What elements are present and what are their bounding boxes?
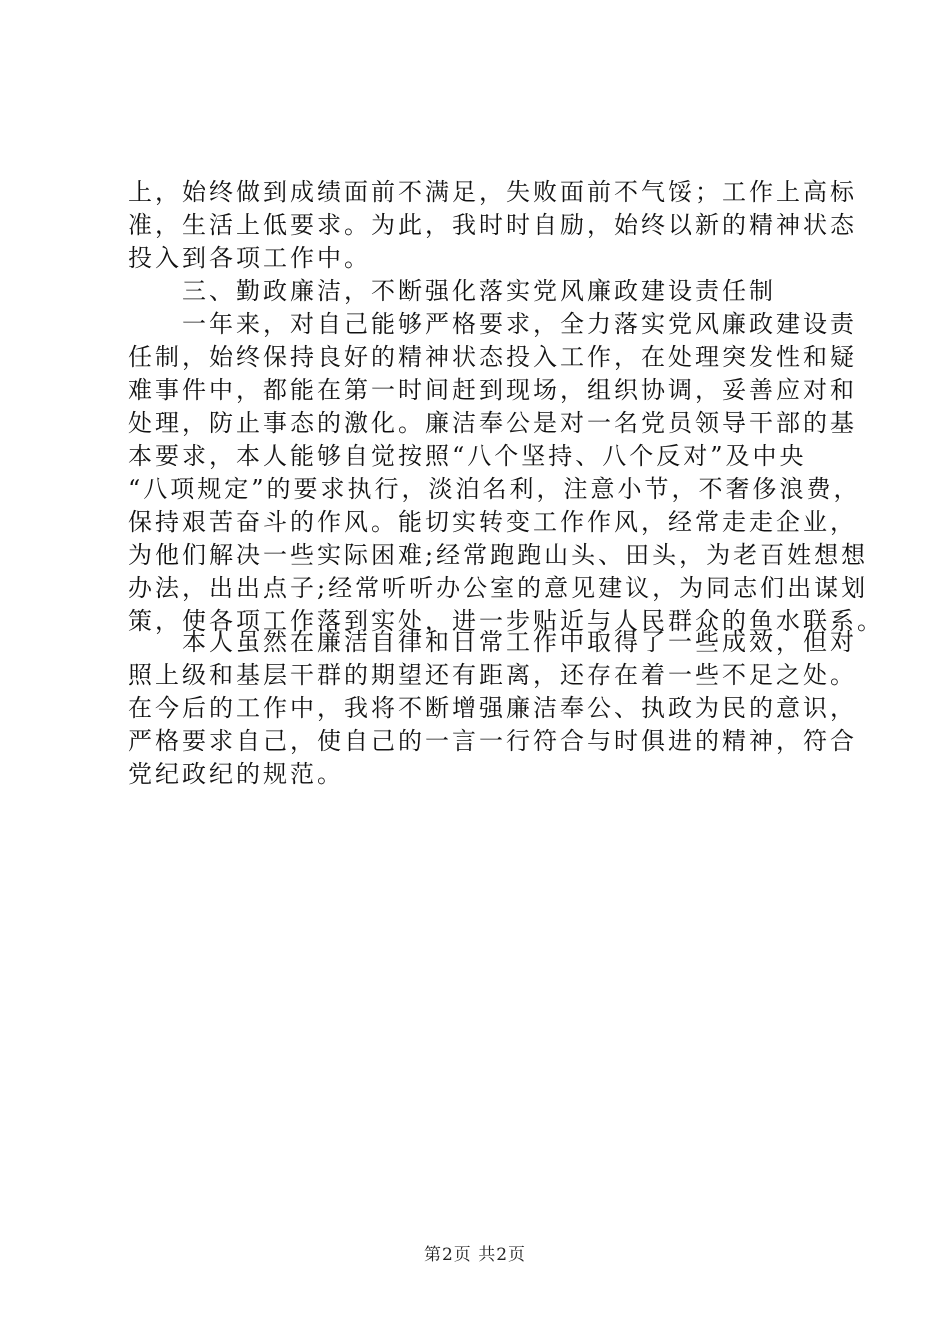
text-line: 在今后的工作中，我将不断增强廉洁奉公、执政为民的意识， bbox=[128, 694, 857, 722]
text-line: 难事件中，都能在第一时间赶到现场，组织协调，妥善应对和 bbox=[128, 376, 857, 404]
page-number-footer: 第2页 共2页 bbox=[423, 1245, 527, 1265]
text-line: 策，使各项工作落到实处，进一步贴近与人民群众的鱼水联系。 bbox=[128, 607, 884, 635]
text-line: 为他们解决一些实际困难;经常跑跑山头、田头，为老百姓想想 bbox=[128, 541, 869, 569]
text-line: 照上级和基层干群的期望还有距离，还存在着一些不足之处。 bbox=[128, 661, 857, 689]
text-line: 保持艰苦奋斗的作风。能切实转变工作作风，经常走走企业， bbox=[128, 508, 857, 536]
text-line: 投入到各项工作中。 bbox=[128, 244, 371, 272]
text-line: 本人虽然在廉洁自律和日常工作中取得了一些成效，但对 bbox=[128, 628, 857, 656]
text-line: 一年来，对自己能够严格要求，全力落实党风廉政建设责 bbox=[128, 310, 857, 338]
text-line: 处理，防止事态的激化。廉洁奉公是对一名党员领导干部的基 bbox=[128, 409, 857, 437]
text-line: 准，生活上低要求。为此，我时时自励，始终以新的精神状态 bbox=[128, 211, 857, 239]
section-heading: 三、勤政廉洁，不断强化落实党风廉政建设责任制 bbox=[128, 277, 776, 305]
text-line: 党纪政纪的规范。 bbox=[128, 760, 344, 788]
text-line: 任制，始终保持良好的精神状态投入工作，在处理突发性和疑 bbox=[128, 343, 857, 371]
text-line: 上，始终做到成绩面前不满足，失败面前不气馁；工作上高标 bbox=[128, 178, 857, 206]
text-line: 本要求，本人能够自觉按照“八个坚持、八个反对”及中央 bbox=[128, 442, 807, 470]
text-line: “八项规定”的要求执行，淡泊名利，注意小节，不奢侈浪费， bbox=[128, 475, 861, 503]
text-line: 办法，出出点子;经常听听办公室的意见建议，为同志们出谋划 bbox=[128, 574, 869, 602]
text-line: 严格要求自己，使自己的一言一行符合与时俱进的精神，符合 bbox=[128, 727, 857, 755]
body-section-2 bbox=[128, 626, 857, 791]
body-section-1 bbox=[128, 176, 884, 638]
